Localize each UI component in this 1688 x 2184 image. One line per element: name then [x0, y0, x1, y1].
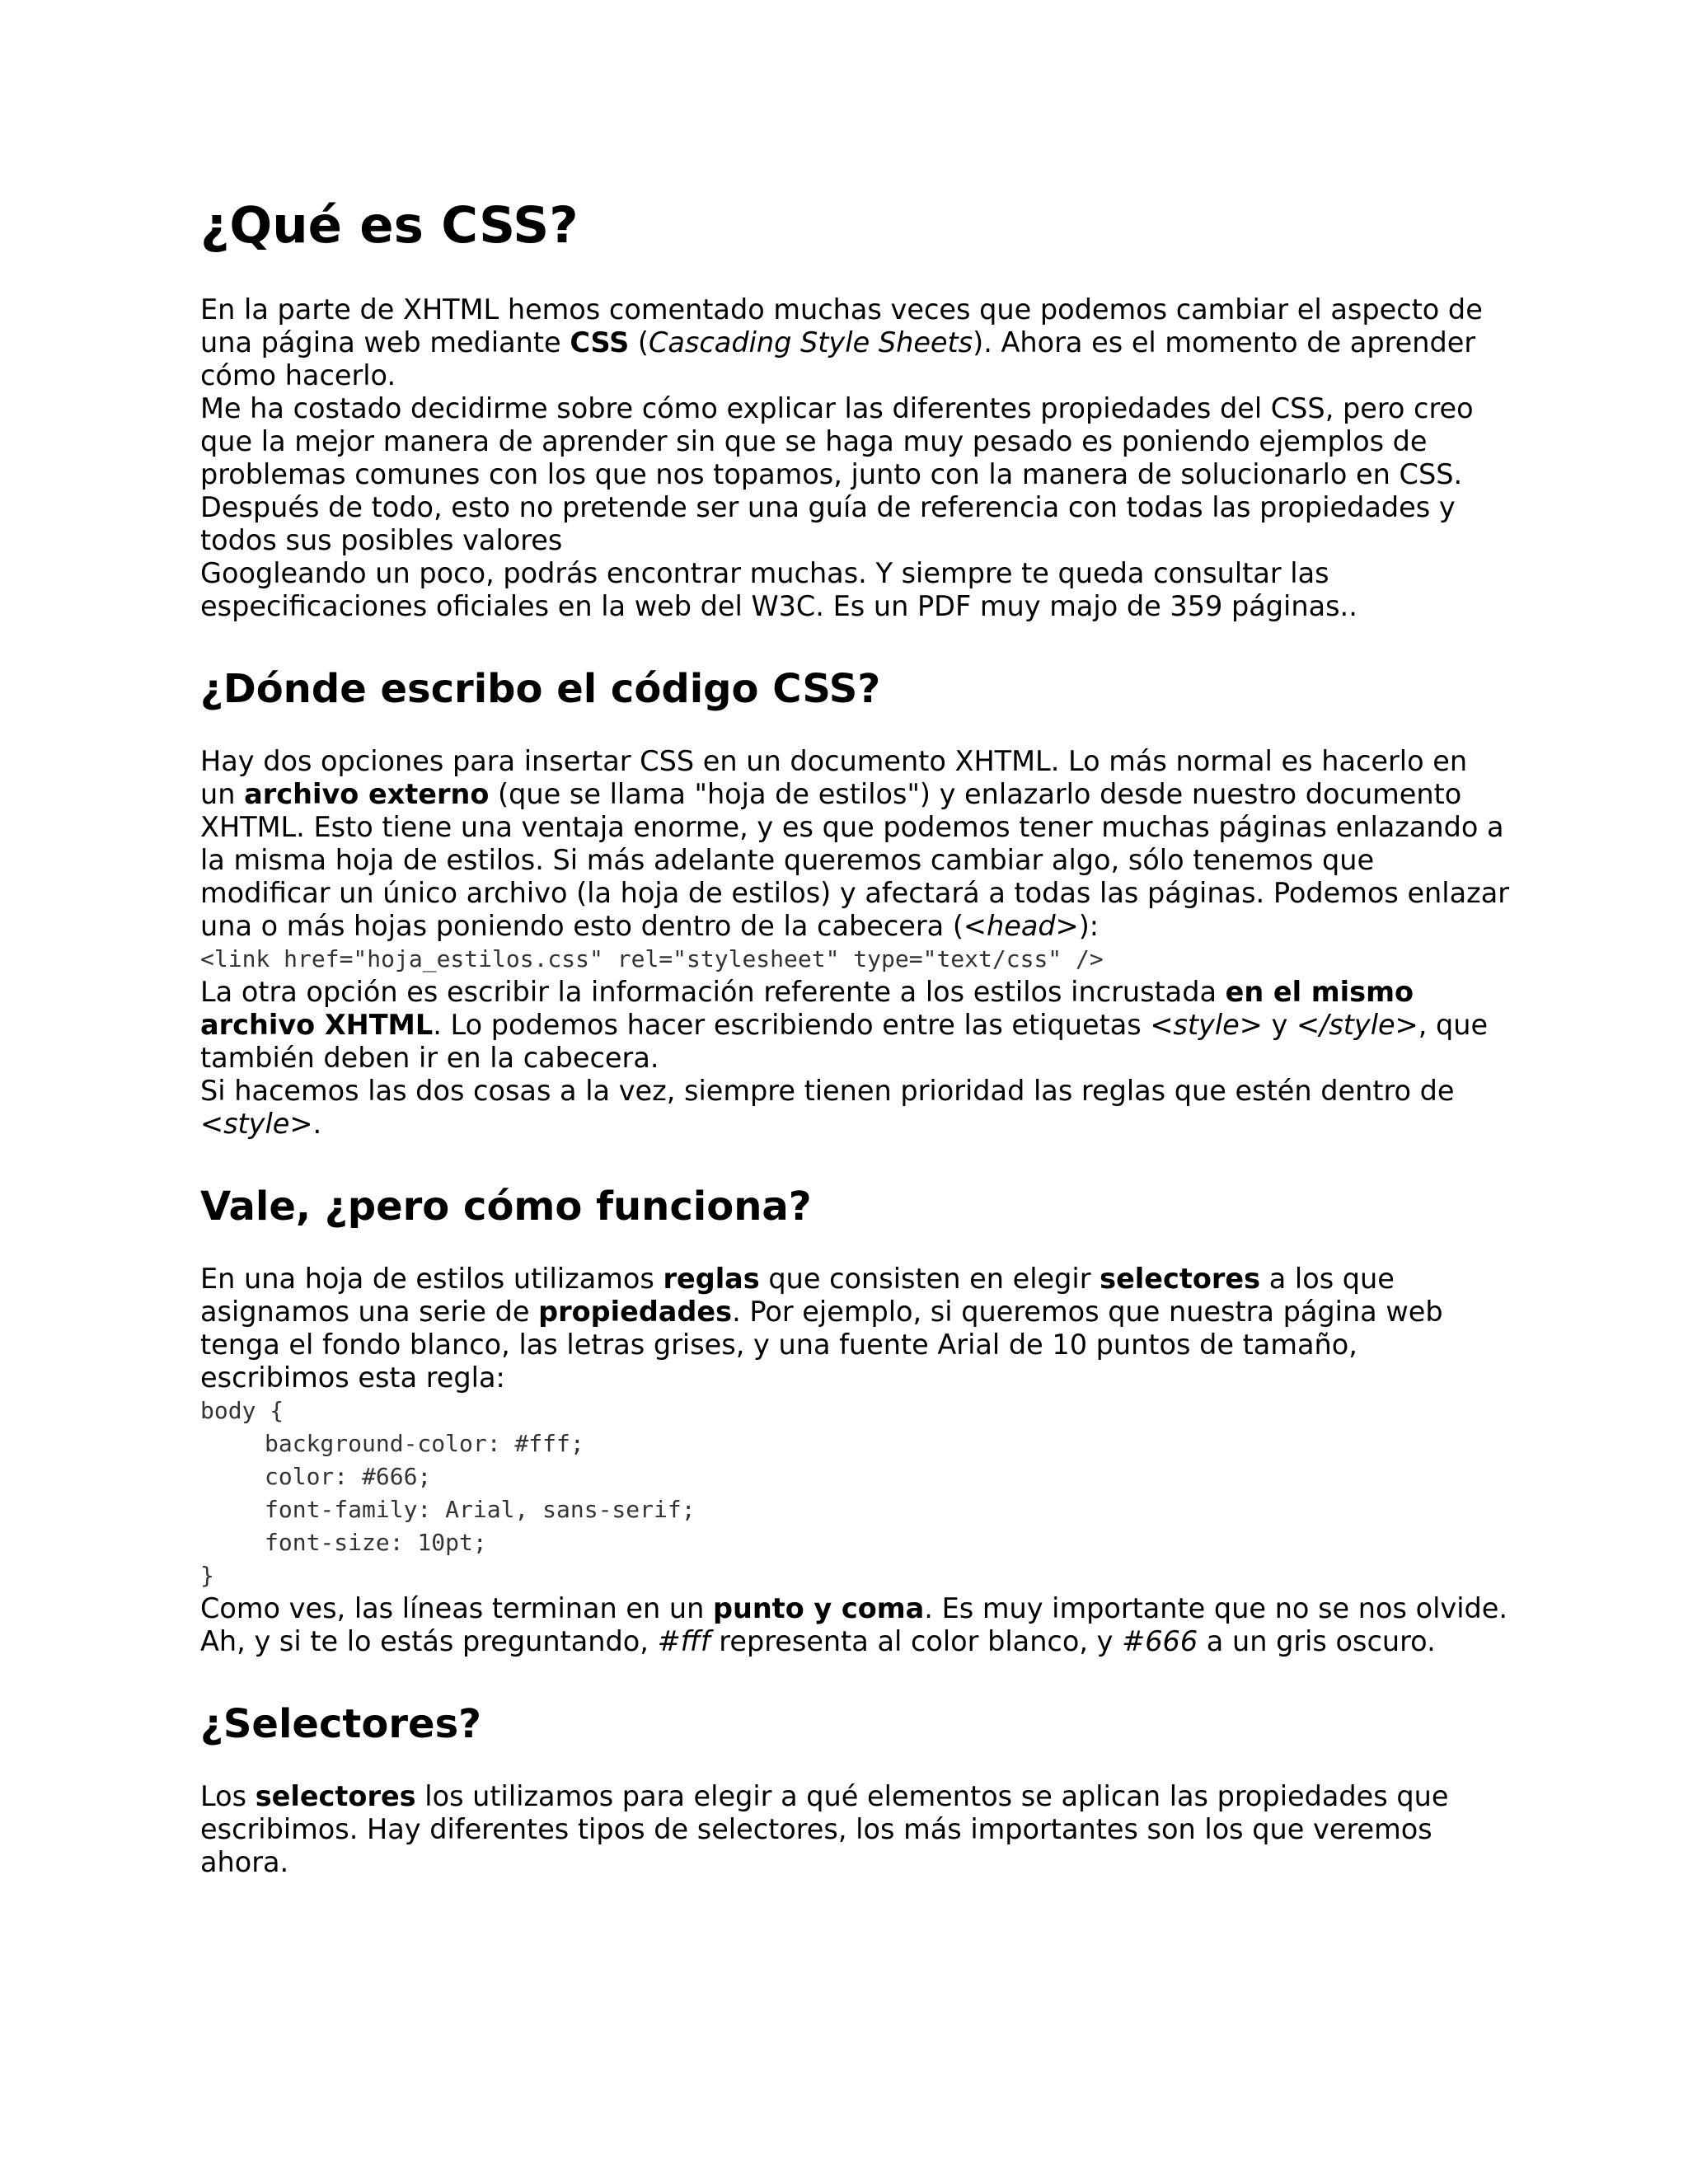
- text-run: representa al color blanco, y: [710, 1625, 1123, 1657]
- text-run: . Es muy importante que no se nos olvide. Ah, y si te lo estás preguntando,: [200, 1592, 1508, 1657]
- text-run: La otra opción es escribir la información referente a los estilos incrustada: [200, 976, 1226, 1008]
- code-line: background-color: #fff;: [265, 1430, 584, 1457]
- text-run: los utilizamos para elegir a qué elementos se aplican las propiedades que escribimos. Hay diferentes tipos de selectores, los más importantes son los que veremos ahora.: [200, 1780, 1449, 1878]
- code-line: }: [200, 1562, 214, 1589]
- bold-term-css: CSS: [570, 326, 630, 359]
- section-heading: ¿Selectores?: [200, 1701, 481, 1747]
- text-run: que consisten en elegir: [759, 1263, 1100, 1295]
- code-line: color: #666;: [265, 1463, 432, 1490]
- text-run: . Por ejemplo, si queremos que nuestra página web tenga el fondo blanco, las letras grises, y una fuente Arial de 10 puntos de tamaño, escribimos esta regla:: [200, 1296, 1443, 1394]
- document-content: [200, 191, 1511, 1879]
- paragraph: [200, 1780, 1511, 1879]
- text-run: (que se llama "hoja de estilos") y enlazarlo desde nuestro documento XHTML. Esto tiene una ventaja enorme, y es que podemos tener muchas páginas enlazando a la misma hoja de estilos. Si más adelante queremos cambiar algo, sólo tenemos que modificar un único archivo (la hoja de estilos) y afectará a todas las páginas. Podemos enlazar una o más hojas poniendo esto dentro de la cabecera (: [200, 778, 1510, 942]
- code-block: [200, 1394, 1511, 1592]
- bold-term: reglas: [663, 1263, 760, 1295]
- text-run: . Lo podemos hacer escribiendo entre las etiquetas: [433, 1009, 1151, 1041]
- text-run: Los: [200, 1780, 256, 1812]
- bold-term: punto y coma: [713, 1592, 925, 1624]
- paragraph: [200, 976, 1511, 1075]
- section-heading: ¿Dónde escribo el código CSS?: [200, 666, 881, 712]
- paragraph: Me ha costado decidirme sobre cómo explicar las diferentes propiedades del CSS, pero creo que la mejor manera de aprender sin que se haga muy pesado es poniendo ejemplos de problemas comunes con los que nos topamos, junto con la manera de solucionarlo en CSS. Después de todo, esto no pretende ser una guía de referencia con todas las propiedades y todos sus posibles valores: [200, 392, 1474, 556]
- text-run: (: [629, 326, 649, 359]
- code-line: body {: [200, 1397, 284, 1424]
- page-title: ¿Qué es CSS?: [200, 196, 579, 255]
- spacer: [200, 623, 1511, 663]
- paragraph: [200, 1263, 1511, 1394]
- spacer: [200, 1141, 1511, 1180]
- bold-term: selectores: [1100, 1263, 1261, 1295]
- italic-term: </style>: [1296, 1009, 1418, 1041]
- bold-term: propiedades: [538, 1296, 733, 1328]
- text-run: y: [1262, 1009, 1296, 1041]
- text-run: En una hoja de estilos utilizamos: [200, 1263, 663, 1295]
- text-run: , que también deben ir en la cabecera.: [200, 1009, 1489, 1074]
- spacer: [200, 1658, 1511, 1698]
- code-snippet: <link href="hoja_estilos.css" rel="stylesheet" type="text/css" />: [200, 945, 1104, 972]
- code-line: font-family: Arial, sans-serif;: [265, 1496, 696, 1523]
- text-run: ). Ahora es el momento de aprender cómo hacerlo.: [200, 326, 1476, 391]
- italic-term: #666: [1122, 1625, 1198, 1657]
- bold-term: selectores: [255, 1780, 416, 1812]
- text-run: .: [312, 1108, 322, 1140]
- intro-paragraph: [200, 293, 1511, 392]
- italic-term: <style>: [1150, 1009, 1263, 1041]
- text-run: a los que asignamos una serie de: [200, 1263, 1395, 1328]
- italic-term: <style>: [200, 1108, 313, 1140]
- italic-term: #fff: [657, 1625, 710, 1657]
- text-run: a un gris oscuro.: [1198, 1625, 1436, 1657]
- paragraph: [200, 745, 1511, 943]
- section-heading: Vale, ¿pero cómo funciona?: [200, 1183, 812, 1230]
- code-line: font-size: 10pt;: [265, 1529, 487, 1556]
- paragraph: [200, 1075, 1511, 1141]
- text-run: Hay dos opciones para insertar CSS en un documento XHTML. Lo más normal es hacerlo en un: [200, 745, 1468, 810]
- text-run: Como ves, las líneas terminan en un: [200, 1592, 713, 1624]
- bold-term: en el mismo archivo XHTML: [200, 976, 1414, 1041]
- italic-term: Cascading Style Sheets: [649, 326, 973, 359]
- bold-term: archivo externo: [244, 778, 490, 810]
- italic-term: <head>: [963, 910, 1079, 942]
- paragraph: [200, 1592, 1511, 1658]
- paragraph: Googleando un poco, podrás encontrar muchas. Y siempre te queda consultar las especificaciones oficiales en la web del W3C. Es un PDF muy majo de 359 páginas..: [200, 557, 1357, 622]
- text-run: Si hacemos las dos cosas a la vez, siempre tienen prioridad las reglas que estén dentro de: [200, 1075, 1455, 1107]
- text-run: En la parte de XHTML hemos comentado muchas veces que podemos cambiar el aspecto de una página web mediante: [200, 293, 1483, 359]
- text-run: ):: [1078, 910, 1100, 942]
